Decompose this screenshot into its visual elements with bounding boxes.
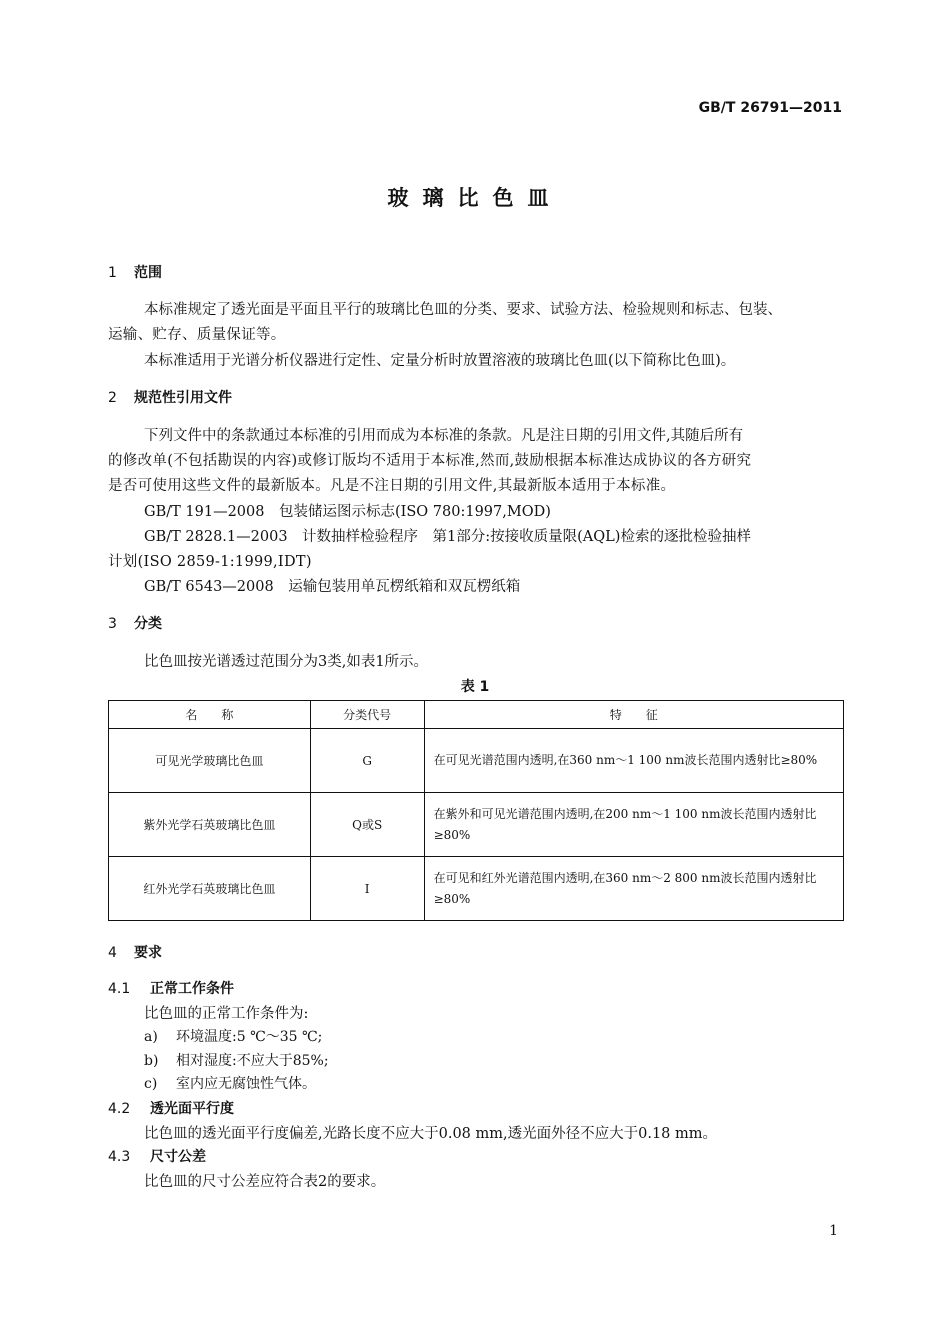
page-number: 1 [829,1223,838,1239]
paragraph-continued: 运输、贮存、质量保证等。 [108,327,286,343]
subsection-number: 4.3 [108,1149,131,1165]
paragraph: 本标准适用于光谱分析仪器进行定性、定量分析时放置溶液的玻璃比色皿(以下简称比色皿)。 [144,353,736,369]
list-item [144,1026,322,1046]
cell-feature: 在可见和红外光谱范围内透明,在360 nm～2 800 nm波长范围内透射比≥80% [424,857,843,921]
reference-item: GB/T 191—2008 包装储运图示标志(ISO 780:1997,MOD) [144,504,551,520]
section-2-heading [108,387,232,407]
section-title: 范围 [134,265,162,281]
subsection-title: 透光面平行度 [150,1101,234,1117]
section-3-heading [108,613,162,633]
section-title: 要求 [134,945,162,961]
table-row [109,793,844,857]
table-row [109,857,844,921]
list-text: 室内应无腐蚀性气体。 [176,1076,316,1092]
table-row [109,729,844,793]
classification-table [108,700,844,921]
list-item [144,1073,316,1093]
list-text: 相对湿度:不应大于85%; [176,1053,329,1069]
subsection-4-2-heading [108,1098,234,1118]
paragraph-continued: 是否可使用这些文件的最新版本。凡是不注日期的引用文件,其最新版本适用于本标准。 [108,478,676,494]
section-number: 3 [108,616,117,632]
cell-feature: 在可见光谱范围内透明,在360 nm～1 100 nm波长范围内透射比≥80% [424,729,843,793]
cell-name: 紫外光学石英玻璃比色皿 [109,793,311,857]
paragraph: 比色皿的透光面平行度偏差,光路长度不应大于0.08 mm,透光面外径不应大于0.18 mm。 [144,1126,718,1142]
paragraph: 下列文件中的条款通过本标准的引用而成为本标准的条款。凡是注日期的引用文件,其随后所有 [144,428,744,444]
cell-name: 红外光学石英玻璃比色皿 [109,857,311,921]
standard-code: GB/T 26791—2011 [698,100,842,116]
section-1-heading [108,262,162,282]
section-number: 4 [108,945,117,961]
list-marker: b) [144,1053,159,1069]
subsection-title: 尺寸公差 [150,1149,206,1165]
section-title: 规范性引用文件 [134,390,232,406]
paragraph: 比色皿按光谱透过范围分为3类,如表1所示。 [144,654,429,670]
header-feature: 特 征 [424,701,843,729]
reference-item: GB/T 6543—2008 运输包装用单瓦楞纸箱和双瓦楞纸箱 [144,579,521,595]
section-title: 分类 [134,616,162,632]
list-text: 环境温度:5 ℃～35 ℃; [176,1029,323,1045]
paragraph-continued: 的修改单(不包括勘误的内容)或修订版均不适用于本标准,然而,鼓励根据本标准达成协议的各方研究 [108,453,752,469]
subsection-number: 4.1 [108,981,131,997]
reference-item-continued: 计划(ISO 2859-1:1999,IDT) [108,554,312,570]
list-marker: c) [144,1076,158,1092]
cell-feature: 在紫外和可见光谱范围内透明,在200 nm～1 100 nm波长范围内透射比≥80% [424,793,843,857]
section-4-heading [108,942,162,962]
cell-code: G [310,729,424,793]
table-caption: 表 1 [460,679,490,695]
subsection-4-3-heading [108,1146,206,1166]
reference-item: GB/T 2828.1—2003 计数抽样检验程序 第1部分:按接收质量限(AQL)检索的逐批检验抽样 [144,529,751,545]
cell-code: I [310,857,424,921]
cell-name: 可见光学玻璃比色皿 [109,729,311,793]
header-name: 名 称 [109,701,311,729]
cell-code: Q或S [310,793,424,857]
subsection-number: 4.2 [108,1101,131,1117]
paragraph: 比色皿的尺寸公差应符合表2的要求。 [144,1174,386,1190]
subsection-4-1-heading [108,978,234,998]
list-marker: a) [144,1029,158,1045]
subsection-title: 正常工作条件 [150,981,234,997]
list-item [144,1050,329,1070]
paragraph: 本标准规定了透光面是平面且平行的玻璃比色皿的分类、要求、试验方法、检验规则和标志、包装、 [144,302,782,318]
table-header-row [109,701,844,729]
header-code: 分类代号 [310,701,424,729]
document-title: 玻璃比色皿 [387,186,563,210]
section-number: 1 [108,265,117,281]
section-number: 2 [108,390,117,406]
paragraph: 比色皿的正常工作条件为: [144,1006,309,1022]
